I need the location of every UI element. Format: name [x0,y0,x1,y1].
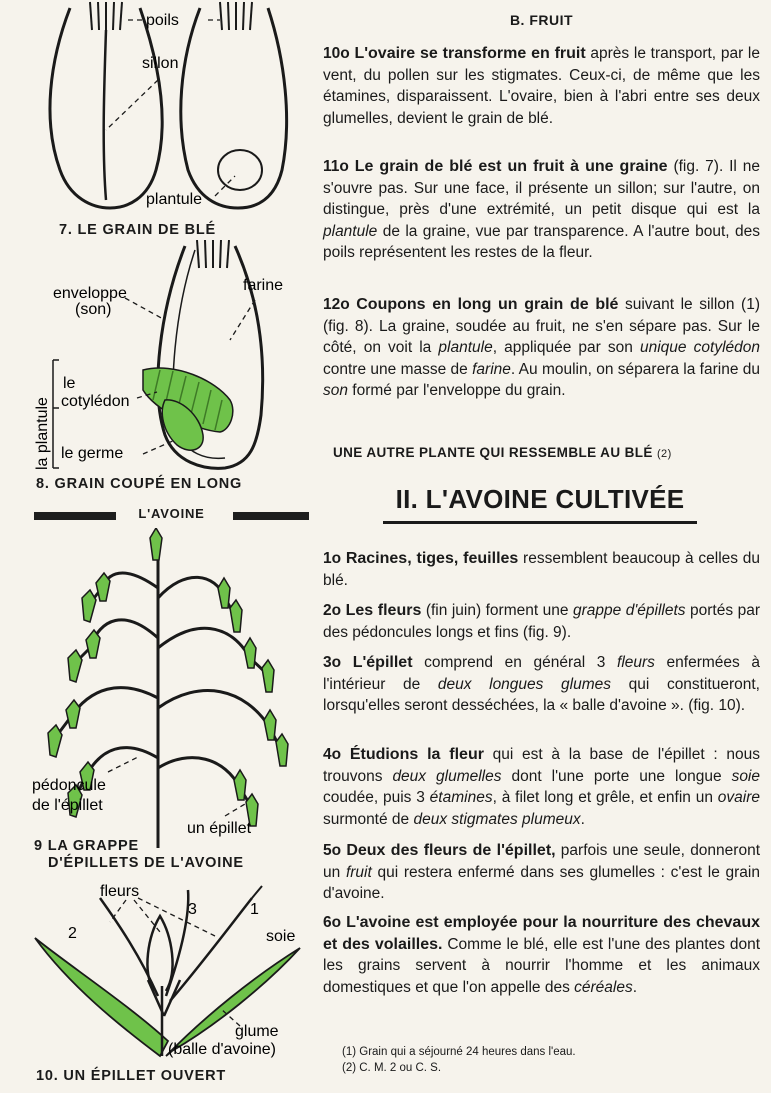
figure-8-caption: 8. GRAIN COUPÉ EN LONG [36,476,243,492]
label-de-lepillet: de l'épillet [32,797,103,814]
label-n3: 3 [188,901,197,918]
avoine-band-label: L'AVOINE [138,506,205,521]
label-cotyledon: cotylédon [61,393,130,410]
figure-10-caption: 10. UN ÉPILLET OUVERT [36,1068,227,1084]
paragraph-12: 12o Coupons en long un grain de blé suivant le sillon (1) (fig. 8). La graine, soudée au fruit, ne s'en sépare pas. Sur le côté, on voit la plantule, appliquée par son unique cotylédon contre une masse de farine. Au moulin, on séparera la farine du son formé par l'enveloppe du grain. [323,296,761,399]
paragraph-a5: 5o Deux des fleurs de l'épillet, parfois une seule, donneront un fruit qui restera enfermé dans ses glumelles : c'est le grain d'avoine. [323,842,760,902]
section-b-fruit: B. FRUIT [509,12,574,28]
label-plantule-vertical: la plantule [34,397,51,470]
figure-7-caption: 7. LE GRAIN DE BLÉ [59,222,216,238]
label-fleurs: fleurs [100,883,140,900]
label-le: le [63,375,76,392]
footnote-2: (2) C. M. 2 ou C. S. [342,1062,442,1074]
label-n1: 1 [250,901,259,918]
paragraph-a6: 6o L'avoine est employée pour la nourriture des chevaux et des volailles. Comme le blé, elle est l'une des plantes dont les grains servent à nourrir l'homme et les animaux domestiques et que l'on appelle des céréales. [323,914,761,996]
label-plantule: plantule [146,191,203,208]
label-un-epillet: un épillet [187,820,252,837]
paragraph-a1: 1o Racines, tiges, feuilles ressemblent beaucoup à celles du blé. [323,550,760,589]
label-sillon: sillon [142,55,179,72]
label-soie: soie [266,928,296,945]
figure-9-grappe [30,528,320,848]
paragraph-10: 10o L'ovaire se transforme en fruit après le transport, par le vent, du pollen sur les stigmates. Ceux-ci, de même que les étamines, disparaissent. L'ovaire, bien à l'abri entre ses deux glumelles, devient le grain de blé. [323,45,760,127]
label-germe: le germe [61,445,124,462]
figure-9-caption-line2: D'ÉPILLETS DE L'AVOINE [48,855,244,871]
label-farine: farine [243,277,284,294]
figure-8-grain-coupe [25,240,315,480]
figure-9-caption-line1: 9 LA GRAPPE [34,838,139,854]
figure-7-grain-de-ble [30,0,320,222]
paragraph-a3: 3o L'épillet comprend en général 3 fleurs enfermées à l'intérieur de deux longues glumes qui constitueront, lorsqu'elles seront desséchées, la « balle d'avoine ». (fig. 10). [323,654,760,714]
label-poils: poils [146,12,179,29]
label-n2: 2 [68,925,77,942]
title-avoine-cultivee: II. L'AVOINE CULTIVÉE [383,484,697,524]
label-enveloppe: enveloppe [53,285,127,302]
label-glume: glume [235,1023,279,1040]
paragraph-11: 11o Le grain de blé est un fruit à une graine (fig. 7). Il ne s'ouvre pas. Sur une face, il présente un sillon; sur l'autre, on distingue, près d'une extrémité, un petit disque qui est la plantule de la graine, vue par transparence. A l'autre bout, des poils représentent les restes de la fleur. [323,158,760,261]
avoine-band [34,506,309,521]
label-balle: (balle d'avoine) [168,1041,277,1058]
label-pedoncule: pédoncule [32,777,106,794]
autre-plante-heading: UNE AUTRE PLANTE QUI RESSEMBLE AU BLÉ (2) [333,445,672,460]
label-son: (son) [75,301,112,318]
footnote-1: (1) Grain qui a séjourné 24 heures dans l'eau. [342,1046,576,1058]
paragraph-a2: 2o Les fleurs (fin juin) forment une grappe d'épillets portés par des pédoncules longs et fins (fig. 9). [323,602,760,641]
figure-10-epillet-ouvert [30,876,320,1066]
paragraph-a4: 4o Étudions la fleur qui est à la base de l'épillet : nous trouvons deux glumelles dont l'une porte une longue soie coudée, puis 3 étamines, à filet long et grêle, et enfin un ovaire surmonté de deux stigmates plumeux. [323,746,761,828]
